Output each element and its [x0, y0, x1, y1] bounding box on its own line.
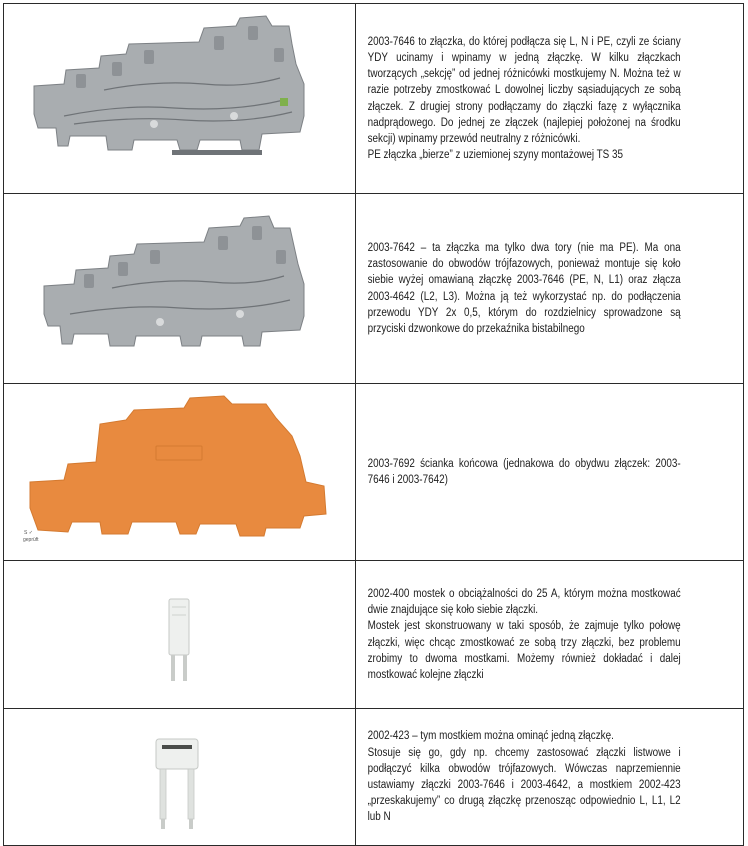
description-cell [356, 561, 690, 709]
image-cell [4, 561, 356, 709]
description-cell [356, 384, 690, 561]
description-cell [356, 4, 690, 194]
description-paragraph: Mostek jest skonstruowany w taki sposób, że zajmuje tylko połowę złączki, więc chcąc zmostkować ze sobą trzy złączki, bez problemu zrobimy to dwoma mostkami. Możemy również dokładać i dalej mostkować kolejne złączki [367, 620, 681, 681]
description-cell [356, 709, 690, 846]
description-paragraph: 2003-7692 ścianka końcowa (jednakowa do obydwu złączek: 2003-7646 i 2003-7642) [367, 457, 681, 486]
jumper-2002-400-image [4, 561, 355, 708]
approval-stamp-sub: geprüft [23, 537, 39, 543]
specification-table [3, 3, 744, 846]
approval-stamp: S ✓ [24, 530, 33, 536]
table-row [4, 384, 744, 561]
description-paragraph: 2002-423 – tym mostkiem można ominąć jedną złączkę. [367, 730, 614, 743]
table-row [4, 4, 744, 194]
image-cell [4, 4, 356, 194]
table-row [4, 561, 744, 709]
image-cell [4, 384, 356, 561]
terminal-block-2003-7646-image [4, 4, 355, 193]
table-row [4, 194, 744, 384]
description-cell [356, 194, 690, 384]
jumper-2002-423-image [4, 709, 355, 845]
table-row [4, 709, 744, 846]
description-paragraph: 2002-400 mostek o obciążalności do 25 A, którym można mostkować dwie znajdujące się koło siebie złączki. [367, 587, 681, 617]
end-plate-2003-7692-image [4, 384, 355, 560]
description-paragraph: PE złączka „bierze” z uziemionej szyny montażowej TS 35 [367, 149, 623, 162]
description-paragraph: 2003-7646 to złączka, do której podłącza się L, N i PE, czyli ze ściany YDY ucinamy i wpinamy w jedną złączkę. W kilku złączkach tworzących „sekcję” od jednej różnicówki mostkujemy N. Można też w razie potrzeby zmostkować L dowolnej liczby sąsiadujących ze sobą złączek. Z drugiej strony podłączamy do złączki fazę z wyłącznika nadprądowego. Do jednej ze złączek (najlepiej położonej na środku sekcji) wpinamy przewód neutralny z różnicówki. [367, 35, 681, 145]
description-paragraph: 2003-7642 – ta złączka ma tylko dwa tory (nie ma PE). Ma ona zastosowanie do obwodów trójfazowych, ponieważ montuje się koło siebie wyżej omawianą złączkę 2003-7646 (PE, N, L1) oraz złącza 2003-4642 (L2, L3). Można ją też wykorzystać np. do podłączenia przewodu YDY 2x 0,5, którym do rozdzielnicy sprowadzone są przyciski dzwonkowe do przekaźnika bistabilnego [367, 241, 681, 335]
terminal-block-2003-7642-image [4, 194, 355, 383]
description-paragraph: Stosuje się go, gdy np. chcemy zastosować złączki listwowe i podłączyć kilka obwodów trójfazowych. Wówczas naprzemiennie ustawiamy złączki 2003-7646 i 2003-4642, a mostkiem 2002-423 „przeskakujemy” co drugą złączkę przenosząc odpowiednio L, L1, L2 lub N [367, 746, 681, 824]
image-cell [4, 194, 356, 384]
image-cell [4, 709, 356, 846]
